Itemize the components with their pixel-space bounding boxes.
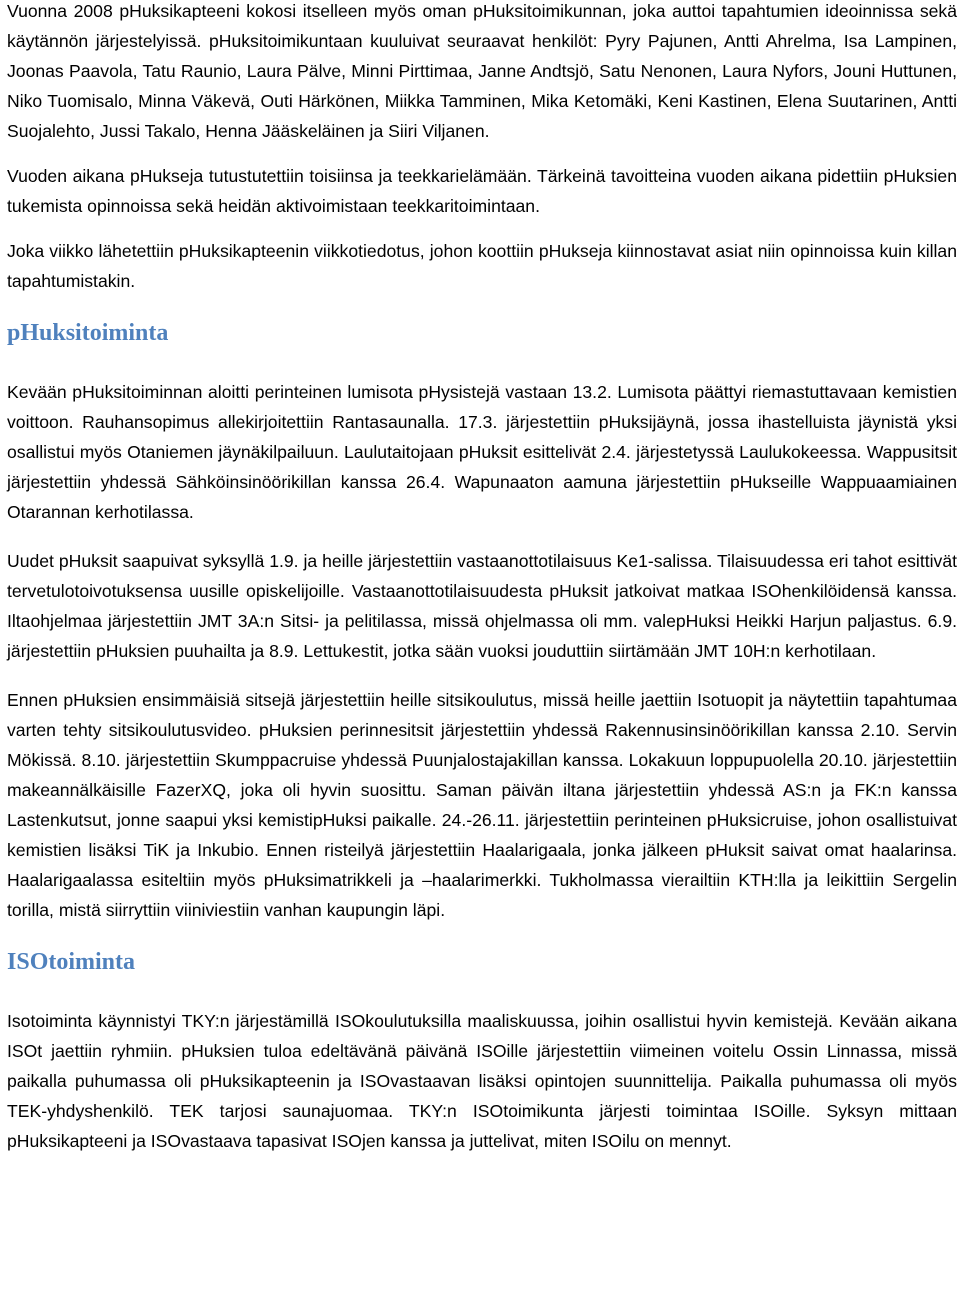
phuksitoiminta-paragraph-2: Uudet pHuksit saapuivat syksyllä 1.9. ja heille järjestettiin vastaanottotilaisuus Ke1-salissa. Tilaisuudessa eri tahot esittivät tervetulotoivotuksensa uusille opiskelijoille. Vastaanottotilaisuudesta pHuksit jatkoivat matkaa ISOhenkilöidensä kanssa. Iltaohjelmaa järjestettiin JMT 3A:n Sitsi- ja pelitilassa, missä ohjelmassa oli mm. valepHuksi Heikki Harjun paljastus. 6.9. järjestettiin pHuksien puuhailta ja 8.9. Lettukestit, jotka sään vuoksi jouduttiin siirtämään JMT 10H:n kerhotilaan. <box>7 551 957 661</box>
intro-paragraph-3: Joka viikko lähetettiin pHuksikapteenin viikkotiedotus, johon koottiin pHukseja kiinnostavat asiat niin opinnoissa kuin killan tapahtumistakin. <box>7 241 957 291</box>
phuksitoiminta-paragraph-3: Ennen pHuksien ensimmäisiä sitsejä järjestettiin heille sitsikoulutus, missä heille jaettiin Isotuopit ja näytettiin tapahtumaa varten tehty sitsikoulutusvideo. pHuksien perinnesitsit järjestettiin yhdessä Rakennusinsinöörikillan kanssa 2.10. Servin Mökissä. 8.10. järjestettiin Skumppacruise yhdessä Puunjalostajakillan kanssa. Lokakuun loppupuolella 20.10. järjestettiin makeannälkäisille FazerXQ, joka oli hyvin suosittu. Saman päivän iltana järjestettiin yhdessä AS:n ja FK:n kanssa Lastenkutsut, jonne saapui yksi kemistipHuksi paikalle. 24.-26.11. järjestettiin perinteinen pHuksicruise, johon osallistuivat kemistien lisäksi TiK ja Inkubio. Ennen risteilyä järjestettiin Haalarigaala, jonka jälkeen pHuksit saivat omat haalarinsa. Haalarigaalassa esiteltiin myös pHuksimatrikkeli ja –haalarimerkki. Tukholmassa vierailtiin KTH:lla ja leikittiin Sergelin torilla, mistä siirryttiin viiniviestiin vanhan kaupungin läpi. <box>7 690 957 920</box>
isotoiminta-paragraph-1: Isotoiminta käynnistyi TKY:n järjestämillä ISOkoulutuksilla maaliskuussa, joihin osallistui hyvin kemistejä. Kevään aikana ISOt jaettiin ryhmiin. pHuksien tuloa edeltävänä päivänä ISOille järjestettiin viimeinen voitelu Ossin Linnassa, missä paikalla puhumassa oli pHuksikapteenin ja ISOvastaavan lisäksi opintojen suunnittelija. Paikalla puhumassa oli myös TEK-yhdyshenkilö. TEK tarjosi saunajuomaa. TKY:n ISOtoimikunta järjesti toimintaa ISOille. Syksyn mittaan pHuksikapteeni ja ISOvastaava tapasivat ISOjen kanssa ja juttelivat, miten ISOilu on mennyt. <box>7 1011 957 1151</box>
intro-paragraph-2: Vuoden aikana pHukseja tutustutettiin toisiinsa ja teekkarielämään. Tärkeinä tavoitteina vuoden aikana pidettiin pHuksien tukemista opinnoissa sekä heidän aktivoimistaan teekkaritoimintaan. <box>7 166 957 216</box>
section-heading-isotoiminta: ISOtoiminta <box>7 949 136 975</box>
phuksitoiminta-paragraph-1: Kevään pHuksitoiminnan aloitti perinteinen lumisota pHysistejä vastaan 13.2. Lumisota päättyi riemastuttavaan kemistien voittoon. Rauhansopimus allekirjoitettiin Rantasaunalla. 17.3. järjestettiin pHuksijäynä, jossa ihastelluista jäynistä yksi osallistui myös Otaniemen jäynäkilpailuun. Laulutaitojaan pHuksit esittelivät 2.4. järjestetyssä Laulukokeessa. Wappusitsit järjestettiin yhdessä Sähköinsinöörikillan kanssa 26.4. Wapunaaton aamuna järjestettiin pHukseille Wappuaamiainen Otarannan kerhotilassa. <box>7 382 957 522</box>
intro-paragraph-1: Vuonna 2008 pHuksikapteeni kokosi itselleen myös oman pHuksitoimikunnan, joka auttoi tapahtumien ideoinnissa sekä käytännön järjestelyissä. pHuksitoimikuntaan kuuluivat seuraavat henkilöt: Pyry Pajunen, Antti Ahrelma, Isa Lampinen, Joonas Paavola, Tatu Raunio, Laura Pälve, Minni Pirttimaa, Janne Andtsjö, Satu Nenonen, Laura Nyfors, Jouni Huttunen, Niko Tuomisalo, Minna Väkevä, Outi Härkönen, Miikka Tamminen, Mika Ketomäki, Keni Kastinen, Elena Suutarinen, Antti Suojalehto, Jussi Takalo, Henna Jääskeläinen ja Siiri Viljanen. <box>7 1 957 141</box>
section-heading-phuksitoiminta: pHuksitoiminta <box>7 320 169 346</box>
document-page <box>7 0 957 1156</box>
